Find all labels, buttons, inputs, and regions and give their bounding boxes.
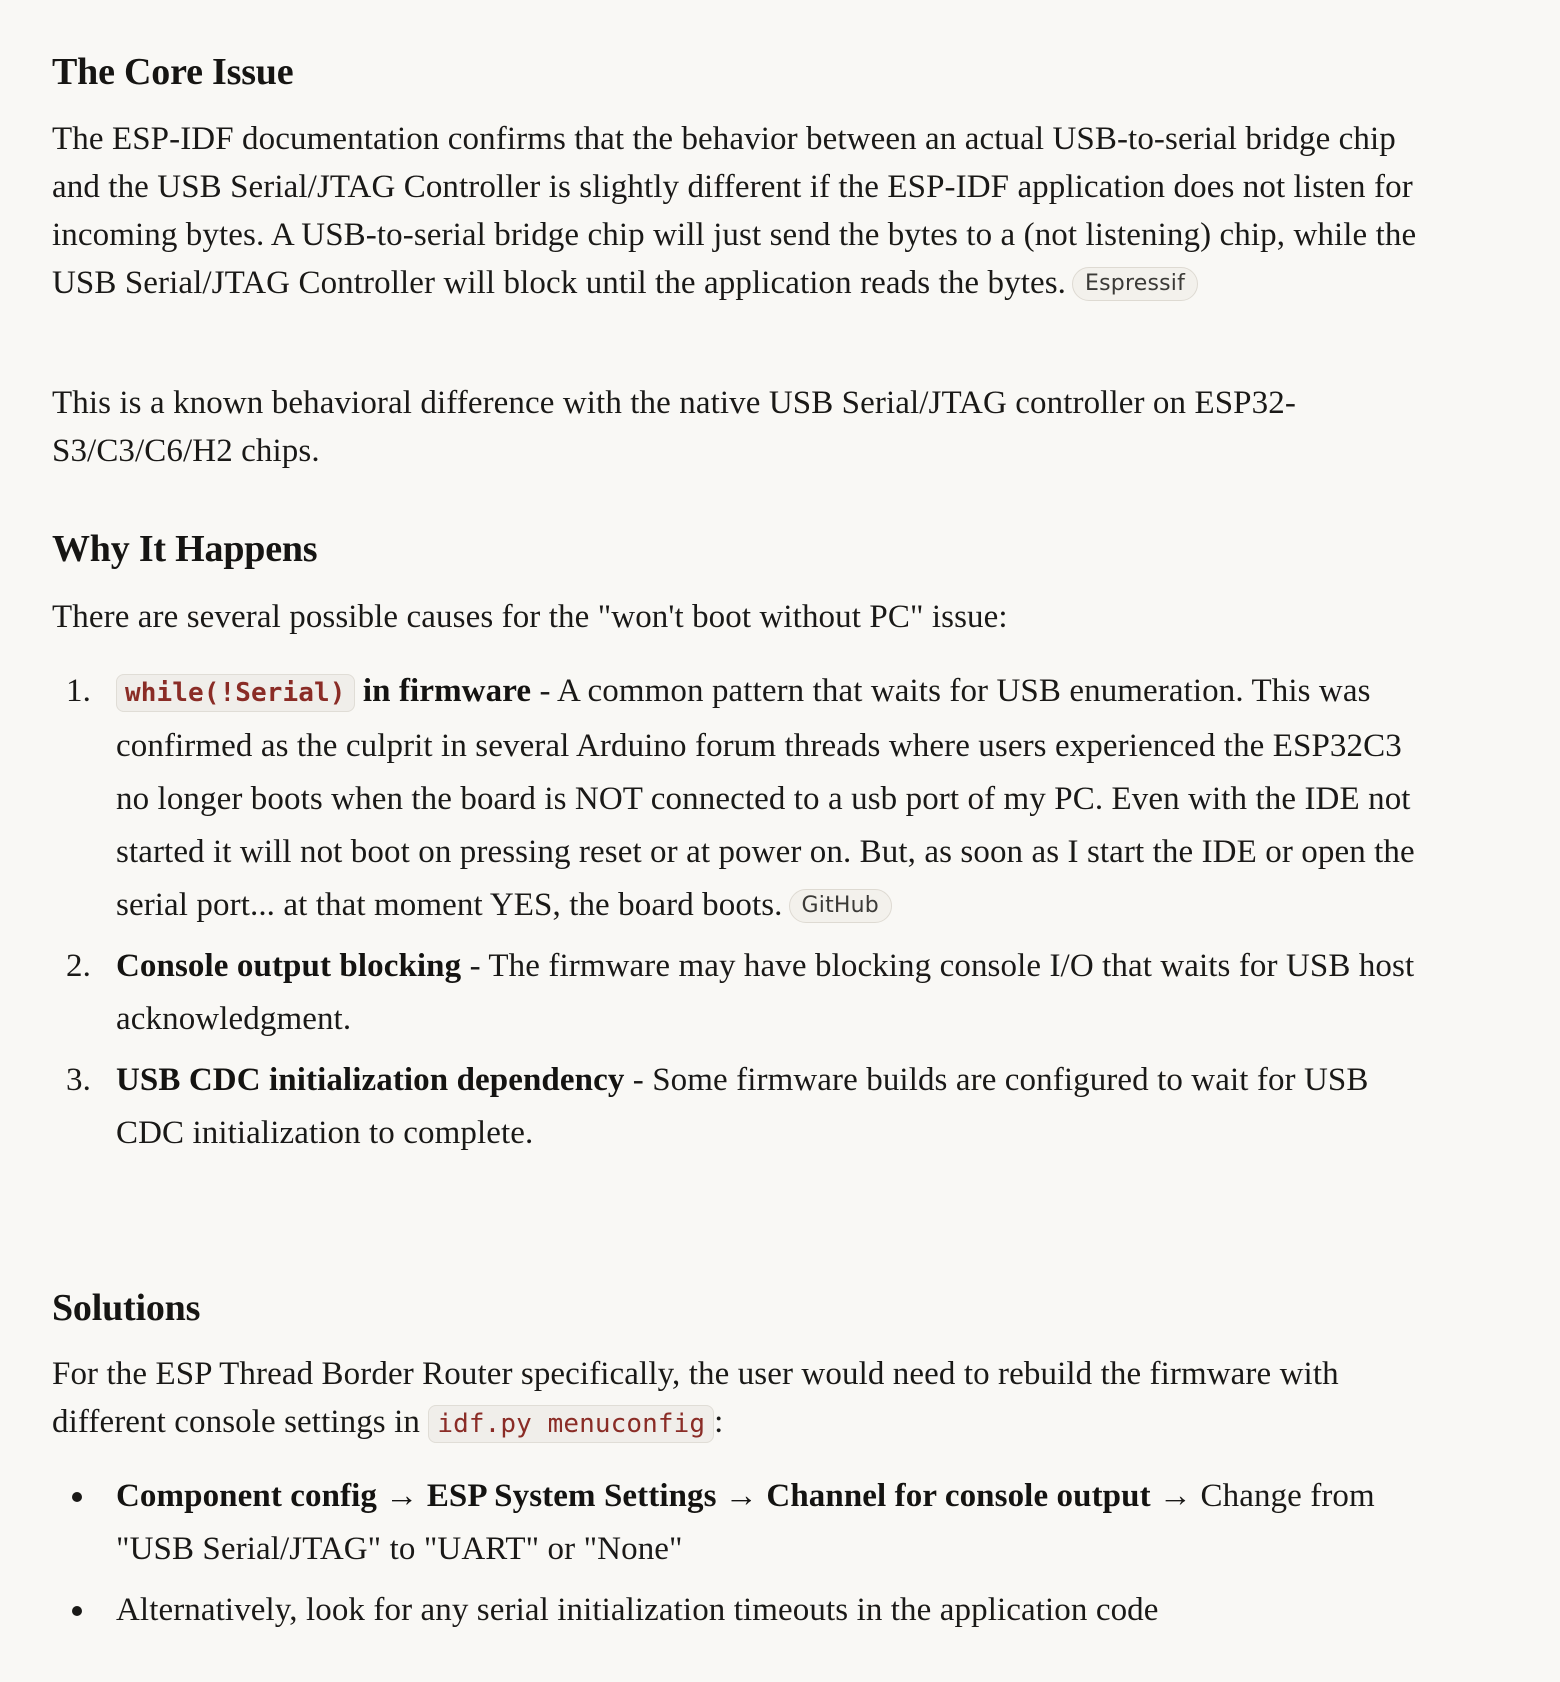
list-number: 3. xyxy=(66,1062,91,1098)
section-heading-why-it-happens: Why It Happens xyxy=(52,528,318,570)
list-number: 1. xyxy=(66,673,91,709)
cause-title: Console output blocking xyxy=(116,948,462,984)
list-item-cause-1 xyxy=(52,665,1424,932)
list-item-solution-2 xyxy=(52,1584,1424,1637)
paragraph-behavioral-difference: This is a known behavioral difference with the native USB Serial/JTAG controller on ESP32-S3/C3/C6/H2 chips. xyxy=(52,385,1296,469)
bullet-icon xyxy=(72,1606,82,1616)
menu-path: Component config → ESP System Settings → Channel for console output xyxy=(116,1478,1151,1514)
causes-list xyxy=(52,665,1424,1160)
cause-title xyxy=(116,673,531,709)
paragraph-core-issue xyxy=(52,115,1424,307)
paragraph-text: For the ESP Thread Border Router specifically, the user would need to rebuild the firmware with different console settings in xyxy=(52,1356,1339,1440)
paragraph-text-suffix: : xyxy=(714,1404,724,1440)
solutions-list xyxy=(52,1470,1424,1637)
cause-title: USB CDC initialization dependency xyxy=(116,1062,625,1098)
paragraph-solutions-intro xyxy=(52,1350,1424,1448)
list-number: 2. xyxy=(66,948,91,984)
paragraph-text: The ESP-IDF documentation confirms that the behavior between an actual USB-to-serial bridge chip and the USB Serial/JTAG Controller is slightly different if the ESP-IDF application does not listen for incoming bytes. A USB-to-serial bridge chip will just send the bytes to a (not listening) chip, while the USB Serial/JTAG Controller will block until the application reads the bytes. xyxy=(52,121,1417,301)
paragraph-causes-intro: There are several possible causes for the "won't boot without PC" issue: xyxy=(52,599,1008,635)
bullet-icon xyxy=(72,1492,82,1502)
solution-description: Alternatively, look for any serial initialization timeouts in the application code xyxy=(116,1592,1159,1628)
list-item-solution-1 xyxy=(52,1470,1424,1576)
cause-description: - A common pattern that waits for USB enumeration. This was confirmed as the culprit in several Arduino forum threads where users experienced the ESP32C3 no longer boots when the board is NOT connected to a usb port of my PC. Even with the IDE not started it will not boot on pressing reset or at power on. But, as soon as I start the IDE or open the serial port... at that moment YES, the board boots. xyxy=(116,673,1415,923)
inline-code-while-serial: while(!Serial) xyxy=(116,674,355,712)
citation-chip-github[interactable]: GitHub xyxy=(789,889,892,923)
cause-description: - Some firmware builds are configured to wait for USB CDC initialization to complete. xyxy=(116,1062,1369,1151)
list-item-cause-2 xyxy=(52,940,1424,1046)
cause-title-text: in firmware xyxy=(354,673,532,709)
inline-code-idf-menuconfig: idf.py menuconfig xyxy=(428,1405,714,1443)
list-item-cause-3 xyxy=(52,1054,1424,1160)
solution-description: → Change from "USB Serial/JTAG" to "UART" or "None" xyxy=(116,1478,1375,1567)
citation-chip-espressif[interactable]: Espressif xyxy=(1072,267,1198,301)
section-heading-core-issue: The Core Issue xyxy=(52,51,294,93)
section-heading-solutions: Solutions xyxy=(52,1287,201,1329)
cause-description: - The firmware may have blocking console I/O that waits for USB host acknowledgment. xyxy=(116,948,1415,1037)
